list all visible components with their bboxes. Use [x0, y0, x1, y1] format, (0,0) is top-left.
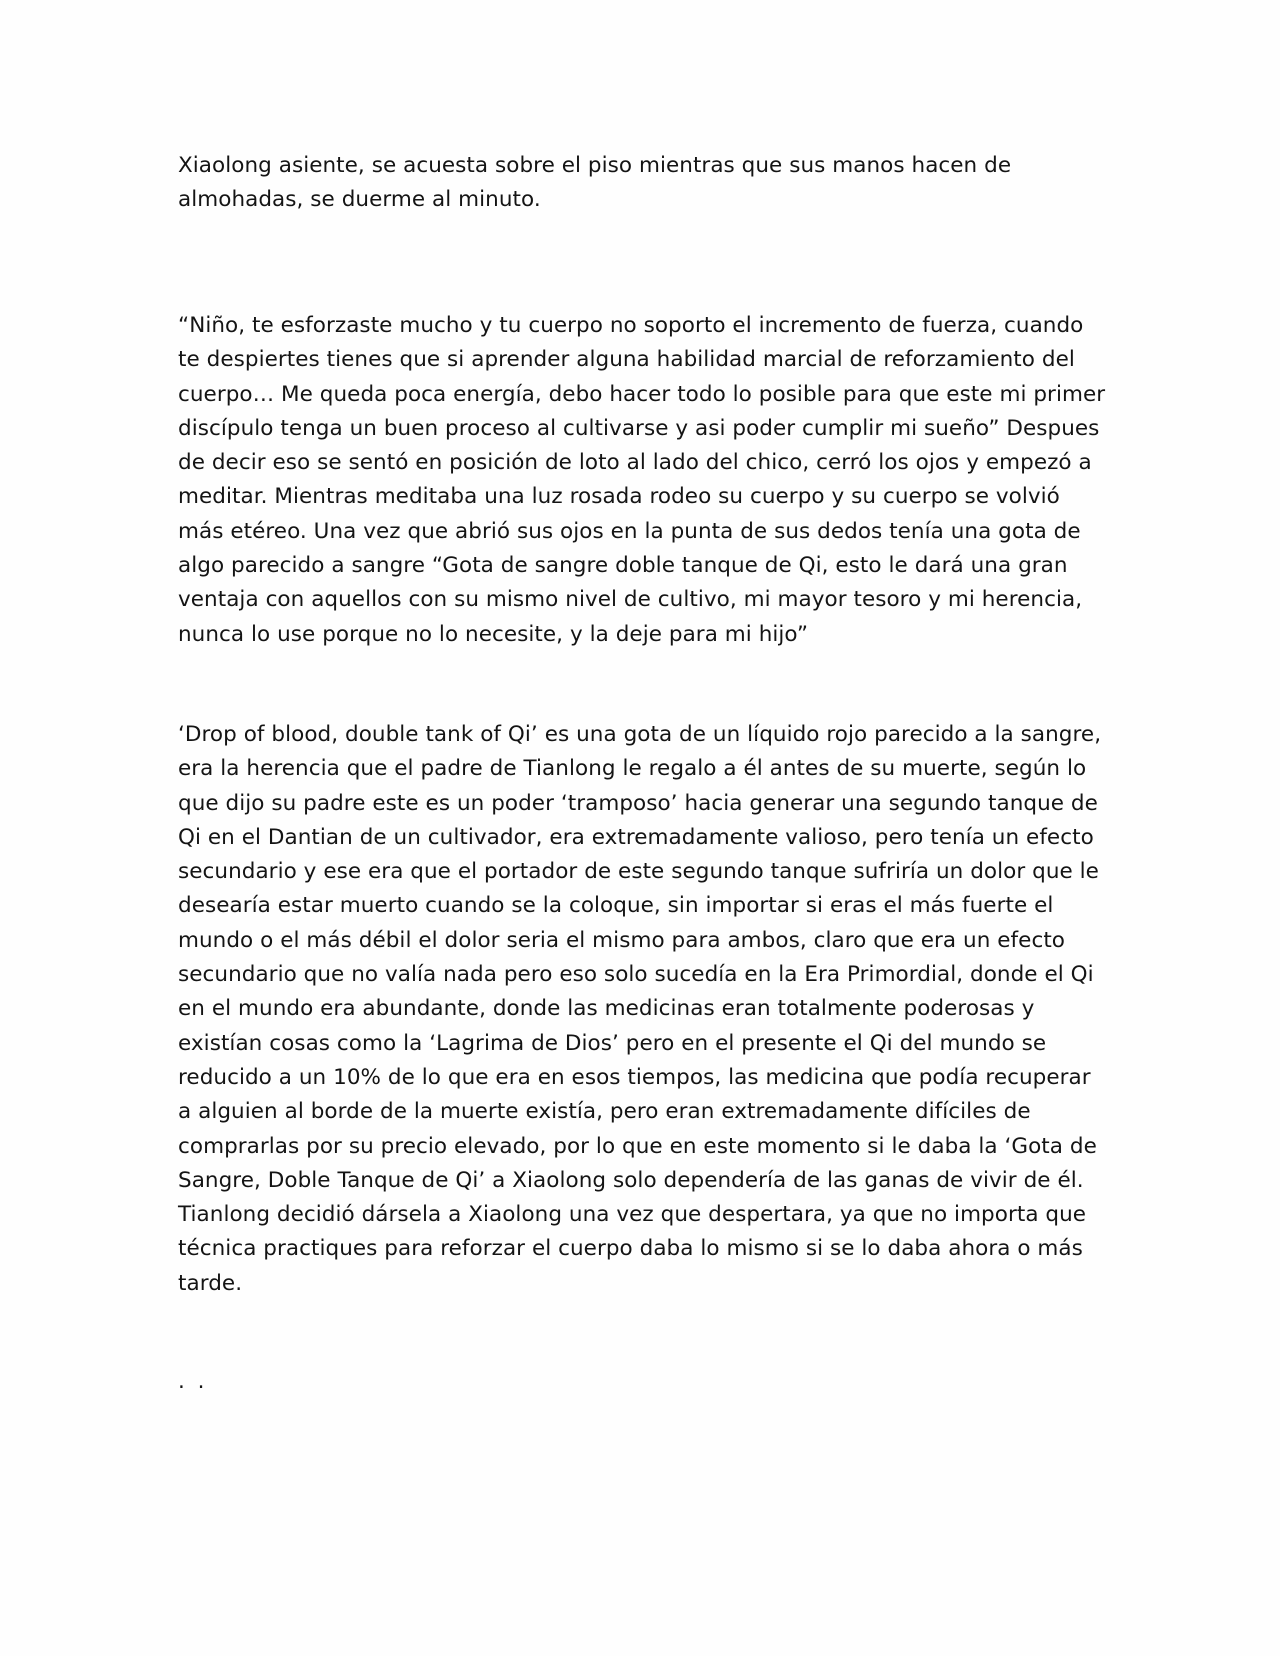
paragraph-3: ‘Drop of blood, double tank of Qi’ es una gota de un líquido rojo parecido a la sangre, era la herencia que el padre de Tianlong le regalo a él antes de su muerte, según lo que dijo su padre este es un poder ‘tramposo’ hacia generar una segundo tanque de Qi en el Dantian de un cultivador, era extremadamente valioso, pero tenía un efecto secundario y ese era que el portador de este segundo tanque sufriría un dolor que le desearía estar muerto cuando se la coloque, sin importar si eras el más fuerte el mundo o el más débil el dolor seria el mismo para ambos, claro que era un efecto secundario que no valía nada pero eso solo sucedía en la Era Primordial, donde el Qi en el mundo era abundante, donde las medicinas eran totalmente poderosas y existían cosas como la ‘Lagrima de Dios’ pero en el presente el Qi del mundo se reducido a un 10% de lo que era en esos tiempos, las medicina que podía recuperar a alguien al borde de la muerte existía, pero eran extremadamente difíciles de comprarlas por su precio elevado, por lo que en este momento si le daba la ‘Gota de Sangre, Doble Tanque de Qi’ a Xiaolong solo dependería de las ganas de vivir de él. Tianlong decidió dársela a Xiaolong una vez que despertara, ya que no importa que técnica practiques para reforzar el cuerpo daba lo mismo si se lo daba ahora o más tarde. [178, 722, 1102, 1296]
paragraph-2: “Niño, te esforzaste mucho y tu cuerpo no soporto el incremento de fuerza, cuando te despiertes tienes que si aprender alguna habilidad marcial de reforzamiento del cuerpo… Me queda poca energía, debo hacer todo lo posible para que este mi primer discípulo tenga un buen proceso al cultivarse y asi poder cumplir mi sueño” Despues de decir eso se sentó en posición de loto al lado del chico, cerró los ojos y empezó a meditar. Mientras meditaba una luz rosada rodeo su cuerpo y su cuerpo se volvió más etéreo. Una vez que abrió sus ojos en la punta de sus dedos tenía una gota de algo parecido a sangre “Gota de sangre doble tanque de Qi, esto le dará una gran ventaja con aquellos con su mismo nivel de cultivo, mi mayor tesoro y mi herencia, nunca lo use porque no lo necesite, y la deje para mi hijo” [178, 313, 1106, 647]
ellipsis-marker: . . [178, 1369, 208, 1394]
paragraph-1: Xiaolong asiente, se acuesta sobre el piso mientras que sus manos hacen de almohadas, se duerme al minuto. [178, 153, 1012, 213]
